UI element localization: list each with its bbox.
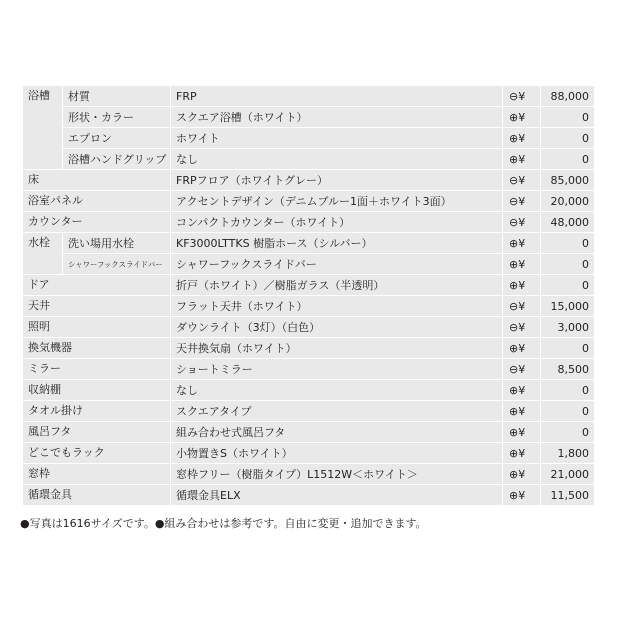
price-cell: 0 xyxy=(541,149,595,170)
category-cell: 浴槽 xyxy=(23,86,63,170)
category-cell: 収納棚 xyxy=(23,380,171,401)
sign-cell: ⊕¥ xyxy=(503,485,541,506)
spec-cell: スクエア浴槽（ホワイト） xyxy=(171,107,503,128)
table-row xyxy=(23,485,595,506)
spec-cell: ショートミラー xyxy=(171,359,503,380)
item-cell: 材質 xyxy=(63,86,171,107)
spec-cell: なし xyxy=(171,380,503,401)
sign-cell: ⊖¥ xyxy=(503,317,541,338)
sign-cell: ⊖¥ xyxy=(503,170,541,191)
price-cell: 21,000 xyxy=(541,464,595,485)
table-row xyxy=(23,170,595,191)
sign-cell: ⊕¥ xyxy=(503,149,541,170)
category-cell: 循環金具 xyxy=(23,485,171,506)
category-cell: 風呂フタ xyxy=(23,422,171,443)
spec-cell: コンパクトカウンター（ホワイト） xyxy=(171,212,503,233)
price-cell: 88,000 xyxy=(541,86,595,107)
sign-cell: ⊖¥ xyxy=(503,191,541,212)
table-row xyxy=(23,296,595,317)
category-cell: 窓枠 xyxy=(23,464,171,485)
category-cell: タオル掛け xyxy=(23,401,171,422)
price-cell: 0 xyxy=(541,401,595,422)
price-cell: 0 xyxy=(541,422,595,443)
sign-cell: ⊕¥ xyxy=(503,338,541,359)
category-cell: ミラー xyxy=(23,359,171,380)
table-row xyxy=(23,149,595,170)
spec-cell: 天井換気扇（ホワイト） xyxy=(171,338,503,359)
sign-cell: ⊕¥ xyxy=(503,443,541,464)
category-cell: カウンター xyxy=(23,212,171,233)
price-cell: 3,000 xyxy=(541,317,595,338)
price-cell: 0 xyxy=(541,380,595,401)
item-cell: 浴槽ハンドグリップ xyxy=(63,149,171,170)
spec-cell: FRPフロア（ホワイトグレー） xyxy=(171,170,503,191)
sign-cell: ⊖¥ xyxy=(503,212,541,233)
spec-cell: ダウンライト（3灯）（白色） xyxy=(171,317,503,338)
category-cell: 換気機器 xyxy=(23,338,171,359)
sign-cell: ⊖¥ xyxy=(503,296,541,317)
table-row xyxy=(23,86,595,107)
item-cell: エプロン xyxy=(63,128,171,149)
table-row xyxy=(23,380,595,401)
table-row xyxy=(23,275,595,296)
table-row xyxy=(23,464,595,485)
sign-cell: ⊕¥ xyxy=(503,275,541,296)
price-cell: 0 xyxy=(541,128,595,149)
category-cell: 照明 xyxy=(23,317,171,338)
spec-cell: 小物置きS（ホワイト） xyxy=(171,443,503,464)
category-cell: ドア xyxy=(23,275,171,296)
spec-cell: 窓枠フリー（樹脂タイプ）L1512W＜ホワイト＞ xyxy=(171,464,503,485)
sign-cell: ⊕¥ xyxy=(503,464,541,485)
spec-cell: シャワーフックスライドバー xyxy=(171,254,503,275)
spec-cell: FRP xyxy=(171,86,503,107)
table-row xyxy=(23,317,595,338)
spec-cell: 循環金具ELX xyxy=(171,485,503,506)
spec-cell: 組み合わせ式風呂フタ xyxy=(171,422,503,443)
price-cell: 11,500 xyxy=(541,485,595,506)
sign-cell: ⊕¥ xyxy=(503,401,541,422)
spec-cell: 折戸（ホワイト）／樹脂ガラス（半透明） xyxy=(171,275,503,296)
price-cell: 20,000 xyxy=(541,191,595,212)
category-cell: どこでもラック xyxy=(23,443,171,464)
sign-cell: ⊖¥ xyxy=(503,86,541,107)
price-cell: 48,000 xyxy=(541,212,595,233)
spec-cell: フラット天井（ホワイト） xyxy=(171,296,503,317)
spec-table xyxy=(22,85,595,506)
spec-cell: アクセントデザイン（デニムブルー1面＋ホワイト3面） xyxy=(171,191,503,212)
sign-cell: ⊕¥ xyxy=(503,128,541,149)
price-cell: 1,800 xyxy=(541,443,595,464)
table-row xyxy=(23,233,595,254)
category-cell: 浴室パネル xyxy=(23,191,171,212)
table-row xyxy=(23,191,595,212)
table-row xyxy=(23,107,595,128)
price-cell: 0 xyxy=(541,107,595,128)
spec-cell: KF3000LTTKS 樹脂ホース（シルバー） xyxy=(171,233,503,254)
sign-cell: ⊖¥ xyxy=(503,359,541,380)
table-row xyxy=(23,359,595,380)
spec-cell: スクエアタイプ xyxy=(171,401,503,422)
category-cell: 天井 xyxy=(23,296,171,317)
spec-cell: なし xyxy=(171,149,503,170)
table-row xyxy=(23,401,595,422)
price-cell: 0 xyxy=(541,233,595,254)
table-row xyxy=(23,338,595,359)
table-row xyxy=(23,128,595,149)
table-row xyxy=(23,443,595,464)
item-cell: シャワーフックスライドバー xyxy=(63,254,171,275)
table-row xyxy=(23,212,595,233)
sign-cell: ⊕¥ xyxy=(503,107,541,128)
sign-cell: ⊕¥ xyxy=(503,254,541,275)
sign-cell: ⊕¥ xyxy=(503,422,541,443)
price-cell: 85,000 xyxy=(541,170,595,191)
price-cell: 0 xyxy=(541,254,595,275)
category-cell: 水栓 xyxy=(23,233,63,275)
sign-cell: ⊕¥ xyxy=(503,380,541,401)
table-row xyxy=(23,254,595,275)
spec-table-body xyxy=(23,86,595,506)
spec-cell: ホワイト xyxy=(171,128,503,149)
item-cell: 形状・カラー xyxy=(63,107,171,128)
price-cell: 15,000 xyxy=(541,296,595,317)
table-row xyxy=(23,422,595,443)
sign-cell: ⊕¥ xyxy=(503,233,541,254)
price-cell: 0 xyxy=(541,275,595,296)
price-cell: 0 xyxy=(541,338,595,359)
category-cell: 床 xyxy=(23,170,171,191)
item-cell: 洗い場用水栓 xyxy=(63,233,171,254)
footnote: ●写真は1616サイズです。●組み合わせは参考です。自由に変更・追加できます。 xyxy=(20,517,427,530)
price-cell: 8,500 xyxy=(541,359,595,380)
